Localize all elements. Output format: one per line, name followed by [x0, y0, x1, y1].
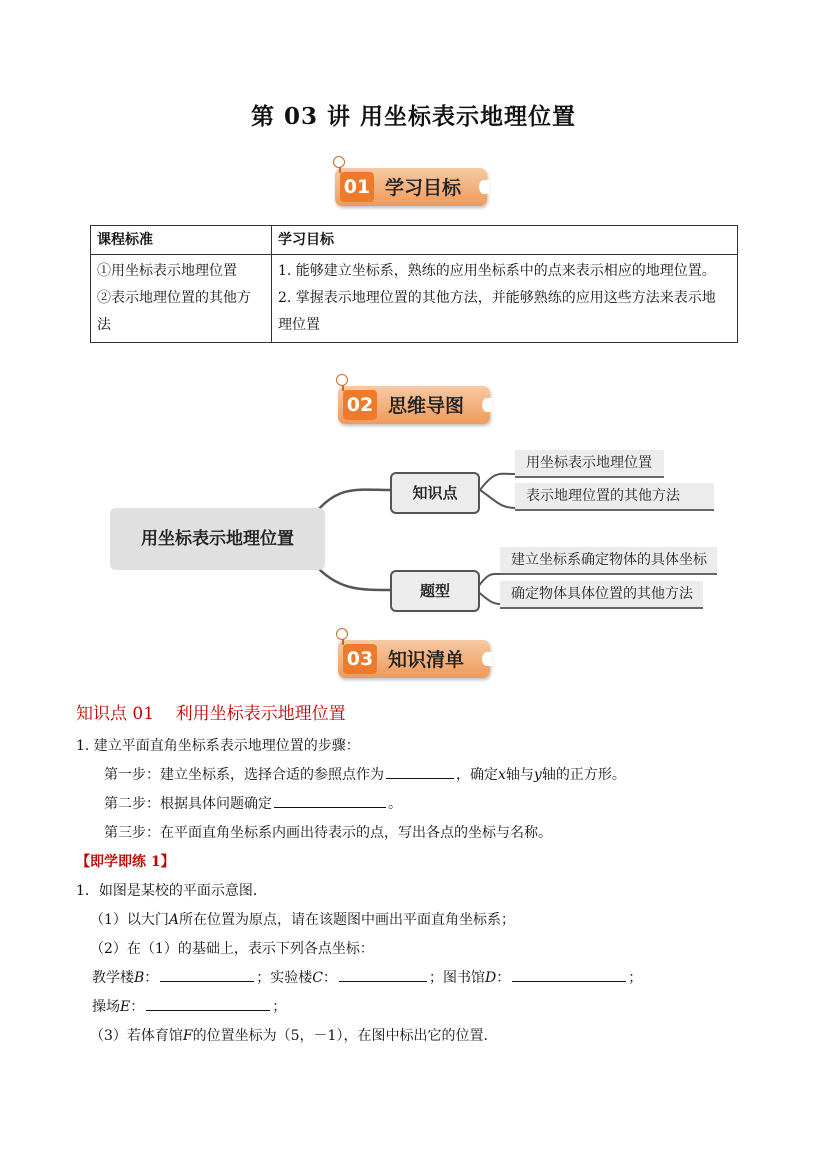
objective-line: 1. 能够建立坐标系，熟练的应用坐标系中的点来表示相应的地理位置。 [278, 263, 716, 279]
mindmap-root: 用坐标表示地理位置 [110, 508, 325, 570]
knowledge-intro: 1. 建立平面直角坐标系表示地理位置的步骤： [76, 738, 360, 754]
section-label: 思维导图 [388, 395, 465, 417]
step-3: 第三步：在平面直角坐标系内画出待表示的点，写出各点的坐标与名称。 [104, 825, 552, 841]
answer-blank[interactable] [512, 967, 626, 982]
mindmap-leaf: 确定物体具体位置的其他方法 [500, 581, 703, 609]
answer-blank[interactable] [274, 793, 386, 808]
answer-blank[interactable] [160, 967, 254, 982]
practice-label: 【即学即练 1】 [76, 854, 175, 870]
question-1-part-3: （3）若体育馆F的位置坐标为（5，－1），在图中标出它的位置． [90, 1028, 498, 1044]
knowledge-point-title: 知识点 01 利用坐标表示地理位置 [76, 704, 346, 724]
section-number: 03 [343, 644, 377, 674]
mindmap-leaf: 表示地理位置的其他方法 [515, 483, 714, 511]
answer-blank[interactable] [146, 996, 270, 1011]
standard-line: ②表示地理位置的其他方 [97, 290, 251, 306]
answer-blank[interactable] [386, 764, 454, 779]
step-2: 第二步：根据具体问题确定 。 [104, 793, 402, 813]
table-header: 课程标准 [91, 226, 272, 255]
coordinate-answers-row: 教学楼B： ；实验楼C： ；图书馆D： ； [92, 967, 642, 987]
objective-line: 理位置 [278, 317, 320, 333]
answer-blank[interactable] [339, 967, 427, 982]
section-label: 知识清单 [388, 649, 465, 671]
table-header: 学习目标 [272, 226, 738, 255]
section-badge-knowledge [338, 634, 508, 680]
section-number: 01 [340, 172, 374, 202]
standard-line: 法 [97, 317, 111, 333]
section-label: 学习目标 [385, 177, 462, 199]
objective-line: 2. 掌握表示地理位置的其他方法，并能够熟练的应用这些方法来表示地 [278, 290, 716, 306]
step-1: 第一步：建立坐标系，选择合适的参照点作为 ，确定x轴与y轴的正方形。 [104, 764, 626, 784]
page-title: 第 03 讲 用坐标表示地理位置 [250, 103, 577, 130]
mindmap-branch-knowledge: 知识点 [390, 472, 480, 514]
mindmap-leaf: 建立坐标系确定物体的具体坐标 [500, 547, 717, 575]
mindmap-leaf: 用坐标表示地理位置 [515, 450, 664, 478]
pin-icon [336, 628, 348, 640]
field-answer-row: 操场E： ； [92, 996, 286, 1016]
standard-line: ①用坐标表示地理位置 [97, 263, 237, 279]
question-1-part-1: （1）以大门A所在位置为原点，请在该题图中画出平面直角坐标系； [90, 912, 516, 928]
question-1: 1．如图是某校的平面示意图． [76, 883, 267, 899]
mindmap-branch-types: 题型 [390, 570, 480, 612]
section-number: 02 [343, 390, 377, 420]
question-1-part-2: （2）在（1）的基础上，表示下列各点坐标： [90, 941, 374, 957]
